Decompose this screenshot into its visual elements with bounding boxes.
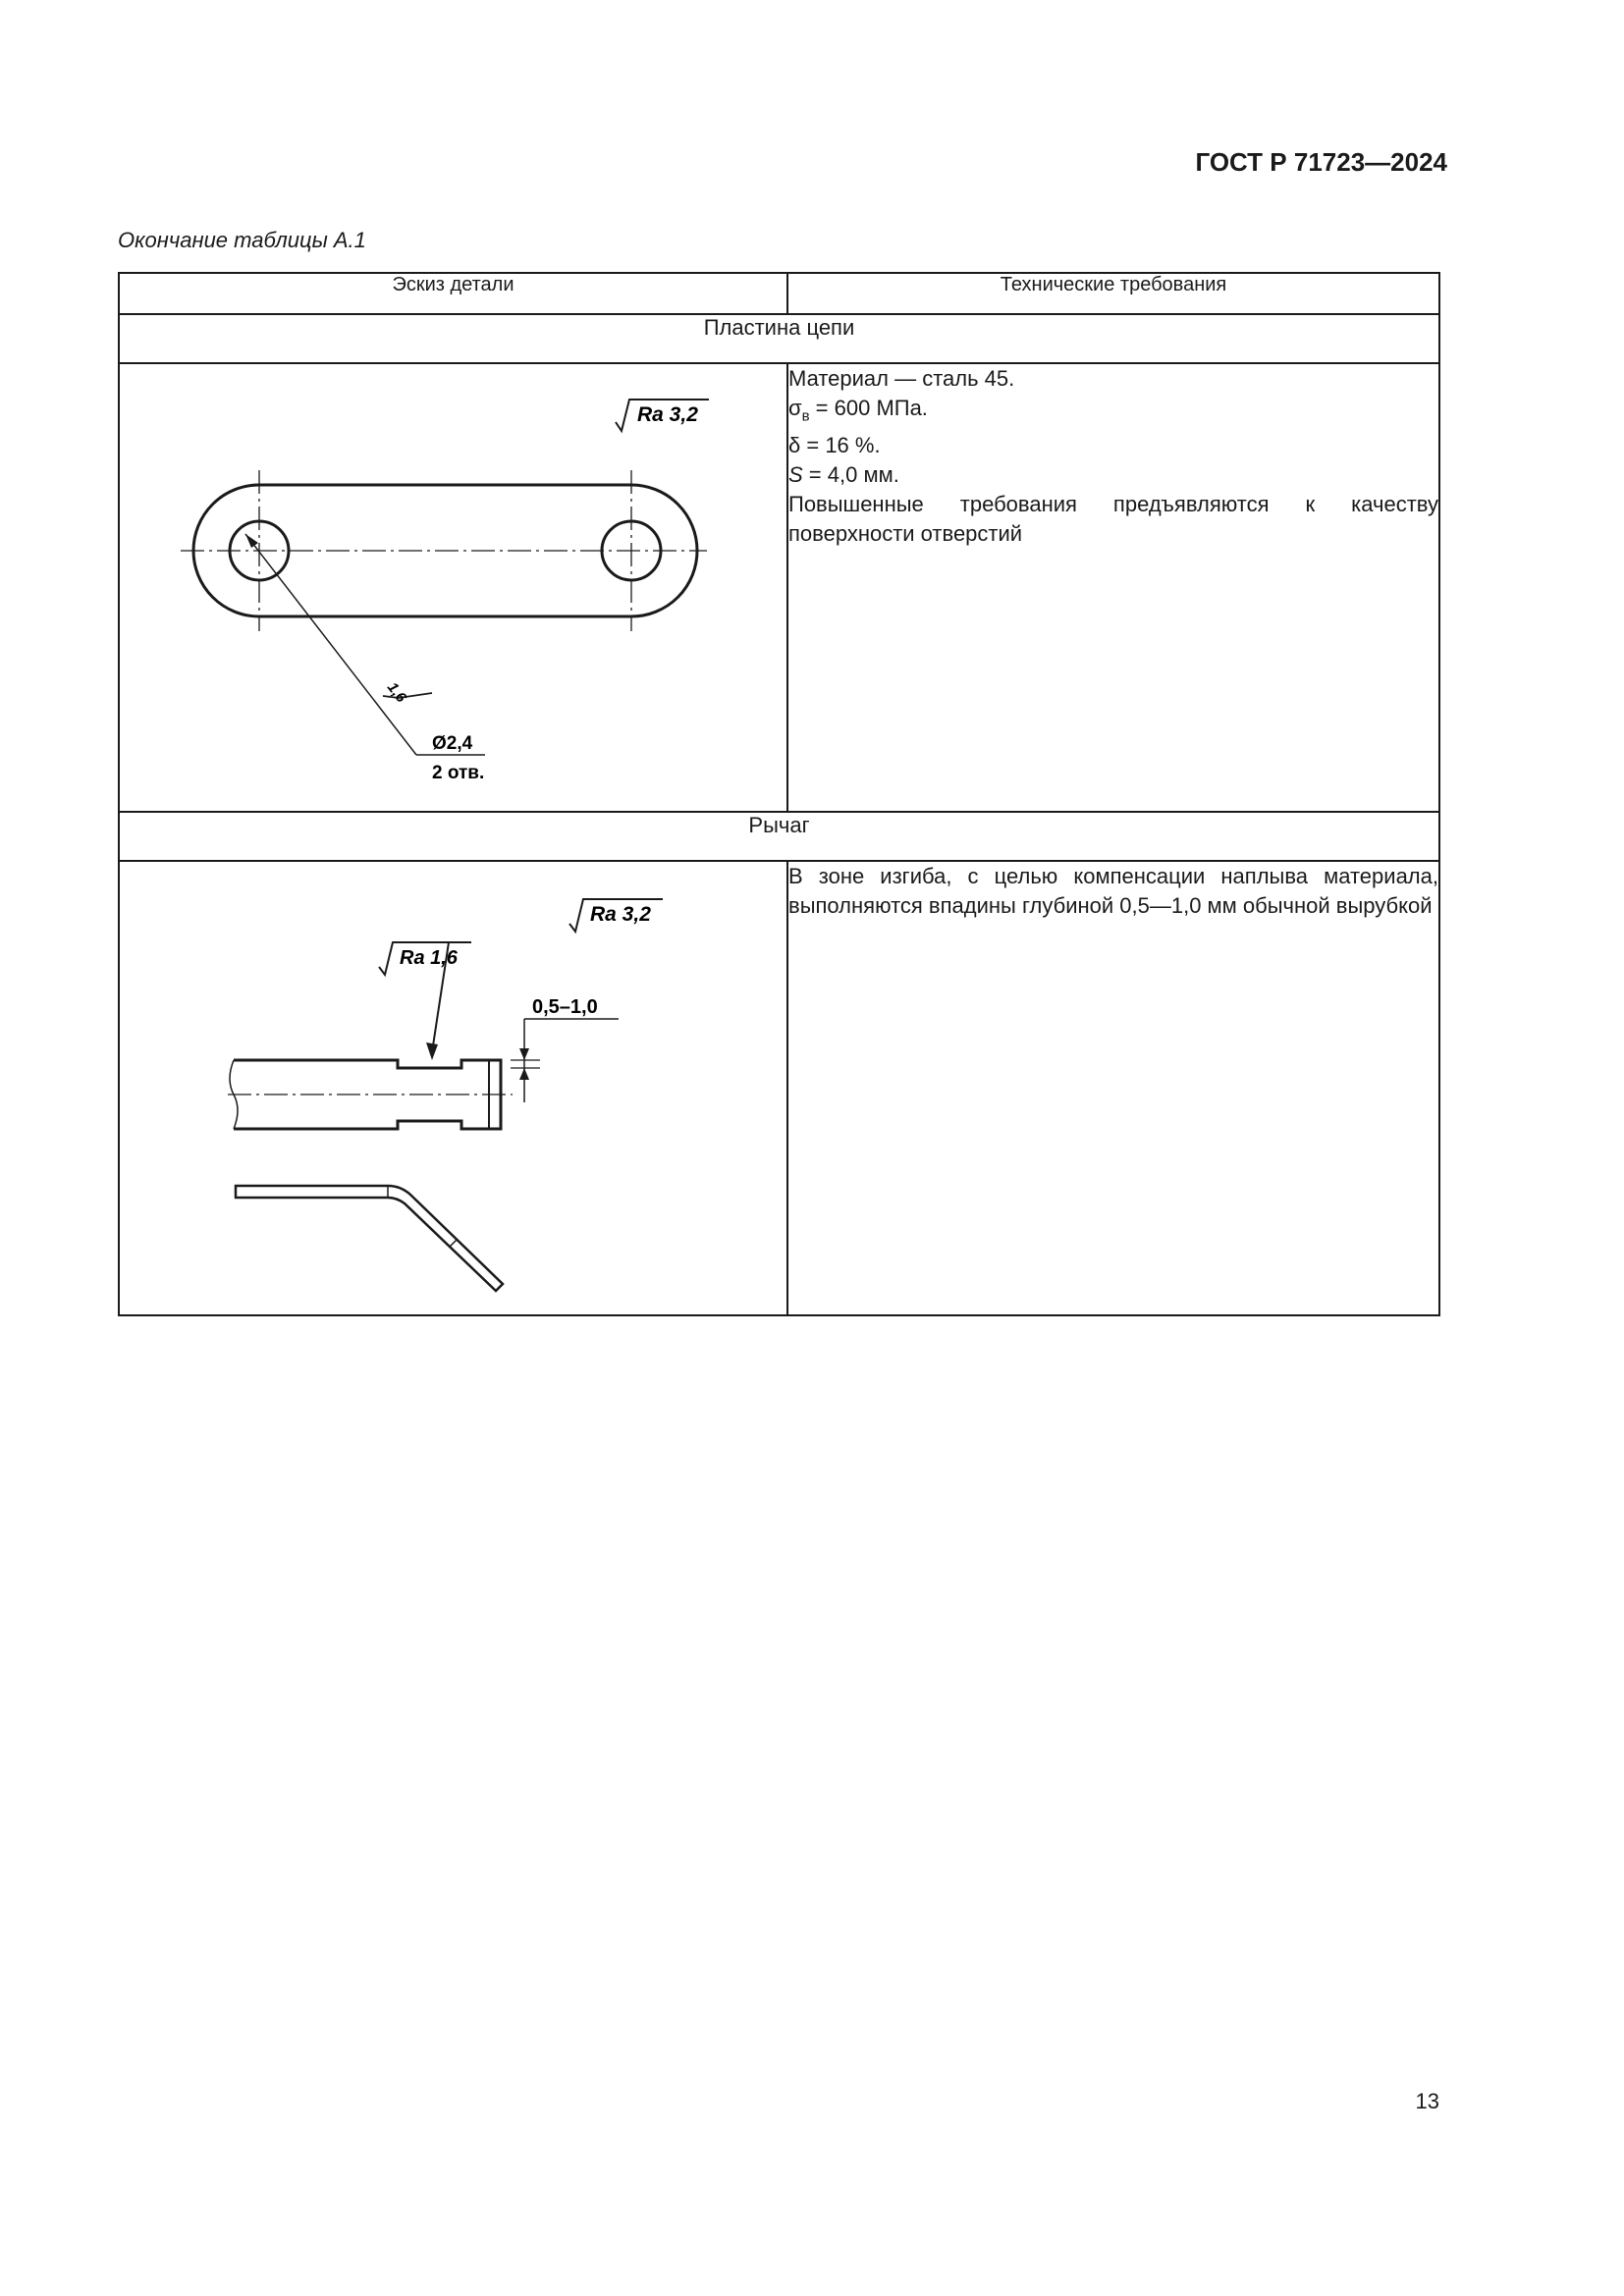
sigma-value: = 600 МПа.: [809, 396, 928, 420]
chain-plate-drawing: [120, 364, 788, 806]
diameter-leader: [245, 534, 416, 755]
column-header-sketch: Эскиз детали: [119, 273, 787, 314]
lever-side-view: [236, 1186, 503, 1291]
req-lever-text: В зоне изгиба, с целью компенсации наплыва материала, выполняются впадины глубиной 0,5—1,0 мм обычной вырубкой: [788, 864, 1438, 918]
sketch-cell-lever: [119, 861, 787, 1315]
sketch-cell-chain-plate: [119, 363, 787, 812]
document-id: ГОСТ Р 71723—2024: [1195, 147, 1447, 177]
requirements-cell-chain-plate: [787, 363, 1439, 812]
section-row-chain-plate: [119, 314, 1439, 363]
content-row-chain-plate: [119, 363, 1439, 812]
bend-mark-end: [450, 1240, 457, 1247]
s-symbol: S: [788, 462, 803, 488]
hole-count-label: 2 отв.: [432, 763, 485, 783]
req-elongation: δ = 16 %.: [788, 433, 881, 458]
header-row: [119, 273, 1439, 314]
sigma-symbol: σ: [788, 396, 802, 420]
content-row-lever: [119, 861, 1439, 1315]
roughness-label-hole: 1,6: [383, 678, 410, 706]
lever-drawing: [120, 862, 788, 1309]
depth-arrow-bottom: [519, 1068, 529, 1080]
section-title-lever: Рычаг: [119, 812, 1439, 861]
section-row-lever: [119, 812, 1439, 861]
roughness-label-general: Ra 3,2: [637, 403, 698, 426]
req-thickness: [788, 460, 1438, 490]
local-roughness-arrow: [426, 1042, 438, 1060]
page-number: 13: [1415, 2089, 1439, 2113]
s-value: = 4,0 мм.: [802, 462, 899, 488]
table-caption: Окончание таблицы А.1: [118, 228, 366, 252]
roughness-label-local: Ra 1,6: [400, 947, 458, 969]
sigma-subscript: в: [801, 407, 810, 425]
depth-range-label: 0,5–1,0: [532, 996, 598, 1018]
spec-table: [118, 272, 1440, 1316]
req-material: Материал — сталь 45.: [788, 366, 1015, 391]
column-header-requirements: Технические требования: [787, 273, 1439, 314]
requirements-cell-lever: [787, 861, 1439, 1315]
roughness-label-general-lever: Ra 3,2: [590, 903, 651, 926]
req-note: Повышенные требования предъявляются к качеству поверхности отверстий: [788, 492, 1438, 547]
depth-arrow-top: [519, 1048, 529, 1060]
req-strength: [788, 394, 1438, 431]
center-lines: [181, 470, 707, 631]
section-title-chain-plate: Пластина цепи: [119, 314, 1439, 363]
leader-arrow: [245, 534, 258, 548]
hole-diameter-label: Ø2,4: [432, 733, 473, 754]
